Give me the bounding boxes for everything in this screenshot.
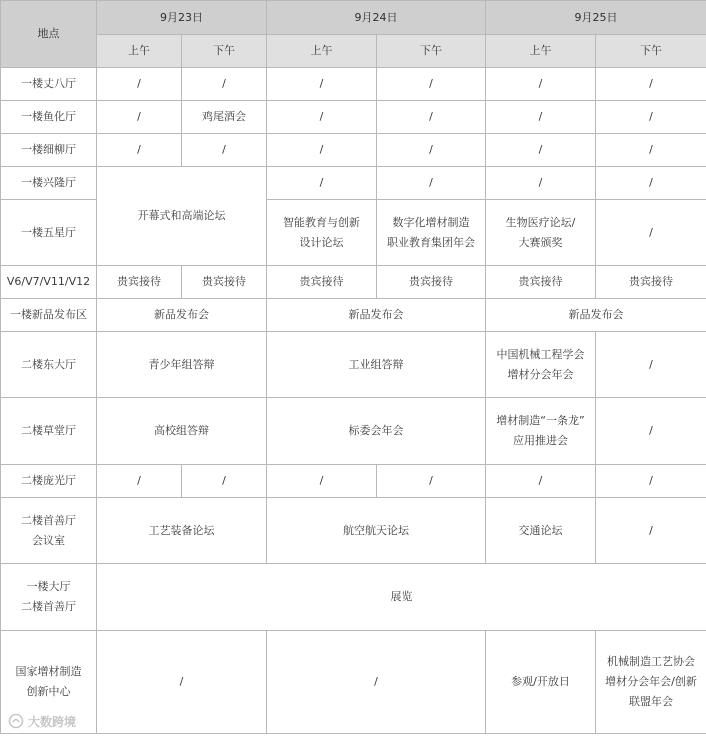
empty-slot: /: [486, 68, 596, 101]
event-line: 职业教育集团年会: [387, 235, 475, 249]
empty-slot: /: [596, 101, 706, 134]
table-row: [1, 398, 706, 465]
location-cell: V6/V7/V11/V12: [1, 266, 97, 299]
empty-slot: /: [267, 465, 377, 498]
pm-header: 下午: [596, 35, 706, 68]
empty-slot: /: [377, 68, 486, 101]
event-cell: 标委会年会: [267, 398, 486, 465]
event-cell: 贵宾接待: [182, 266, 267, 299]
empty-slot: /: [377, 465, 486, 498]
location-cell: 二楼东大厅: [1, 332, 97, 398]
empty-slot: /: [486, 167, 596, 200]
empty-slot: /: [267, 134, 377, 167]
empty-slot: /: [486, 101, 596, 134]
event-line: 联盟年会: [629, 695, 673, 708]
location-cell: [1, 564, 97, 631]
event-cell: 新品发布会: [97, 299, 267, 332]
location-cell: 一楼五星厅: [1, 200, 97, 266]
event-cell: 参观/开放日: [486, 631, 596, 734]
empty-slot: /: [377, 101, 486, 134]
empty-slot: /: [97, 631, 267, 734]
am-header: 上午: [486, 35, 596, 68]
am-header: 上午: [97, 35, 182, 68]
table-row: [1, 101, 706, 134]
table-row: [1, 68, 706, 101]
table-row: [1, 167, 706, 200]
event-cell: [486, 398, 596, 465]
event-line: 增材分会年会/创新: [605, 675, 697, 688]
event-cell: [486, 332, 596, 398]
event-cell: [377, 200, 486, 266]
location-cell: 一楼新品发布区: [1, 299, 97, 332]
event-line: 增材分会年会: [507, 367, 574, 381]
table-row: [1, 465, 706, 498]
event-line: 增材制造“一条龙”: [496, 414, 585, 427]
event-cell: 贵宾接待: [267, 266, 377, 299]
location-cell: 二楼草堂厅: [1, 398, 97, 465]
empty-slot: /: [97, 134, 182, 167]
event-line: 应用推进会: [513, 434, 568, 447]
watermark-text: 大数跨境: [28, 714, 77, 729]
empty-slot: /: [97, 465, 182, 498]
location-line: 创新中心: [26, 685, 71, 698]
empty-slot: /: [267, 631, 486, 734]
day-header-23: 9月23日: [97, 1, 267, 35]
empty-slot: /: [182, 68, 267, 101]
empty-slot: /: [267, 68, 377, 101]
table-row: [1, 332, 706, 398]
empty-slot: /: [267, 167, 377, 200]
empty-slot: /: [267, 101, 377, 134]
event-cell: 新品发布会: [486, 299, 706, 332]
event-line: 数字化增材制造: [392, 215, 470, 229]
empty-slot: /: [596, 134, 706, 167]
empty-slot: /: [486, 134, 596, 167]
empty-slot: /: [377, 167, 486, 200]
event-cell: 新品发布会: [267, 299, 486, 332]
event-cell: [486, 200, 596, 266]
location-cell: 一楼兴隆厅: [1, 167, 97, 200]
event-cell: 贵宾接待: [97, 266, 182, 299]
event-line: 生物医疗论坛/: [505, 215, 576, 229]
table-row: [1, 134, 706, 167]
event-cell: 开幕式和高端论坛: [97, 167, 267, 266]
location-header: 地点: [1, 1, 97, 68]
empty-slot: /: [97, 101, 182, 134]
event-cell: 高校组答辩: [97, 398, 267, 465]
empty-slot: /: [377, 134, 486, 167]
empty-slot: /: [182, 134, 267, 167]
pm-header: 下午: [182, 35, 267, 68]
event-cell: 贵宾接待: [377, 266, 486, 299]
location-line: 国家增材制造: [15, 665, 82, 678]
day-header-24: 9月24日: [267, 1, 486, 35]
event-line: 智能教育与创新: [283, 215, 360, 229]
header-row-days: [1, 1, 706, 35]
empty-slot: /: [596, 498, 706, 564]
location-cell: 二楼庞光厅: [1, 465, 97, 498]
empty-slot: /: [596, 398, 706, 465]
day-header-25: 9月25日: [486, 1, 706, 35]
event-cell: 青少年组答辩: [97, 332, 267, 398]
event-cell: [596, 631, 706, 734]
event-line: 大赛颁奖: [518, 235, 563, 249]
location-line: 二楼首善厅: [21, 513, 76, 527]
location-cell: 一楼细柳厅: [1, 134, 97, 167]
location-cell: 一楼丈八厅: [1, 68, 97, 101]
event-cell: 航空航天论坛: [267, 498, 486, 564]
empty-slot: /: [97, 68, 182, 101]
table-row: [1, 631, 706, 734]
table-row: [1, 299, 706, 332]
event-cell: 工艺装备论坛: [97, 498, 267, 564]
empty-slot: /: [182, 465, 267, 498]
empty-slot: /: [596, 332, 706, 398]
event-line: 机械制造工艺协会: [607, 655, 695, 668]
empty-slot: /: [596, 167, 706, 200]
empty-slot: /: [596, 68, 706, 101]
event-line: 中国机械工程学会: [496, 347, 585, 361]
event-cell: 工业组答辩: [267, 332, 486, 398]
table-row: [1, 498, 706, 564]
event-line: 设计论坛: [299, 235, 344, 249]
event-cell: 贵宾接待: [596, 266, 706, 299]
event-cell: [267, 200, 377, 266]
am-header: 上午: [267, 35, 377, 68]
event-cell: 交通论坛: [486, 498, 596, 564]
event-cell: 贵宾接待: [486, 266, 596, 299]
location-cell: [1, 631, 97, 734]
location-cell: 一楼鱼化厅: [1, 101, 97, 134]
location-line: 二楼首善厅: [21, 600, 76, 613]
empty-slot: /: [596, 465, 706, 498]
empty-slot: /: [486, 465, 596, 498]
location-cell: [1, 498, 97, 564]
empty-slot: /: [596, 200, 706, 266]
pm-header: 下午: [377, 35, 486, 68]
location-line: 一楼大厅: [26, 580, 71, 593]
table-row: [1, 266, 706, 299]
header-row-halfday: [1, 35, 706, 68]
location-line: 会议室: [32, 533, 65, 547]
event-cell: 展览: [97, 564, 706, 631]
table-row: [1, 564, 706, 631]
event-cell: 鸡尾酒会: [182, 101, 267, 134]
